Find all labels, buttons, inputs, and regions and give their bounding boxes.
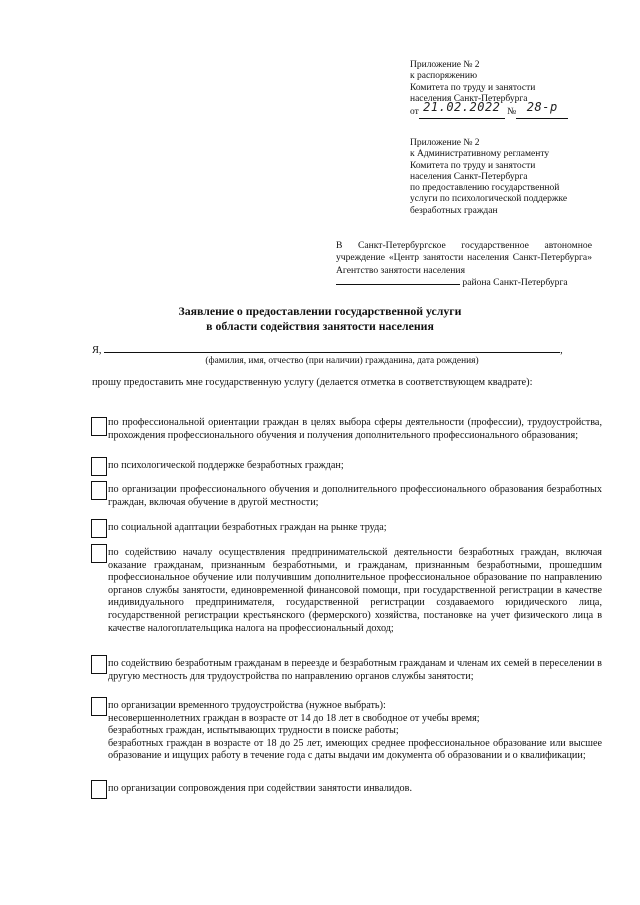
- title-line-1: Заявление о предоставлении государственной услуги: [178, 304, 462, 318]
- option-temporary-employment: [108, 700, 602, 763]
- number-field: [516, 100, 568, 119]
- option-checkbox-relocation[interactable]: [91, 655, 107, 674]
- applicant-caption: (фамилия, имя, отчество (при наличии) гражданина, дата рождения): [205, 356, 479, 366]
- addressee-text: В Санкт-Петербургское государственное автономное учреждение «Центр занятости населения Санкт-Петербурга» Агентство занятости населения: [336, 240, 592, 276]
- order-appendix-line: Комитета по труду и занятости: [410, 82, 536, 93]
- option-psychological-support: по психологической поддержке безработных граждан;: [108, 460, 344, 471]
- option-relocation: по содействию безработным гражданам в переезде и безработным гражданам и членам их семей в переселении в другую местность для трудоустройства по направлению органов службы занятости;: [108, 658, 602, 682]
- regulation-appendix-line: Приложение № 2: [410, 138, 480, 148]
- option-checkbox-vocational-training[interactable]: [91, 481, 107, 500]
- option-vocational-training: по организации профессионального обучения и дополнительного профессионального образования безработных граждан, включая обучение в другой местности;: [108, 484, 602, 508]
- addressee-block: [336, 240, 592, 289]
- number-prefix: №: [507, 107, 517, 118]
- regulation-appendix-line: населения Санкт-Петербурга: [410, 171, 528, 182]
- order-appendix-line: к распоряжению: [410, 71, 478, 82]
- option-checkbox-psychological-support[interactable]: [91, 457, 107, 476]
- handwritten-number: 28-р: [526, 100, 558, 115]
- order-appendix-line: населения Санкт-Петербурга: [410, 93, 528, 104]
- order-appendix-line: Приложение № 2: [410, 60, 480, 70]
- applicant-prefix: Я,: [92, 345, 102, 356]
- district-line: [336, 277, 592, 289]
- regulation-appendix-line: к Административному регламенту: [410, 149, 550, 160]
- order-appendix-block: [410, 60, 568, 119]
- option-checkbox-social-adaptation[interactable]: [91, 519, 107, 538]
- regulation-appendix-line: услуги по психологической поддержке: [410, 194, 568, 205]
- temp-employment-item: безработных граждан, испытывающих трудности в поиске работы;: [108, 725, 399, 737]
- option-entrepreneurship: по содействию началу осуществления предпринимательской деятельности безработных граждан, включая оказание гражданам, признанным безработными, и гражданам, признанным безработными, прошедшим профессиональное обучение или получившим дополнительное профессиональное образование по направлению органов службы занятости, единовременной финансовой помощи, при государственной регистрации в качестве индивидуального предпринимателя, государственной регистрации создаваемого юридического лица, государственной регистрации крестьянского (фермерского) хозяйства, постановке на учет физического лица в качестве налогоплательщика налога на профессиональный доход;: [108, 547, 602, 634]
- regulation-appendix-line: по предоставлению государственной: [410, 183, 560, 194]
- request-text: прошу предоставить мне государственную услугу (делается отметка в соответствующем квадрате):: [92, 377, 533, 388]
- handwritten-date: 21.02.2022: [423, 100, 501, 115]
- date-field: [419, 100, 505, 119]
- district-blank[interactable]: [336, 284, 460, 285]
- title-line-2: в области содействия занятости населения: [206, 318, 434, 333]
- option-checkbox-career-guidance[interactable]: [91, 417, 107, 436]
- applicant-name-field[interactable]: [104, 342, 560, 353]
- district-suffix: района Санкт-Петербурга: [462, 276, 568, 288]
- regulation-appendix-line: безработных граждан: [410, 205, 498, 216]
- temp-employment-title: по организации временного трудоустройства (нужное выбрать):: [108, 700, 386, 711]
- option-checkbox-entrepreneurship[interactable]: [91, 544, 107, 563]
- regulation-appendix-line: Комитета по труду и занятости: [410, 160, 536, 171]
- option-checkbox-disability-support[interactable]: [91, 780, 107, 799]
- order-date-line: [410, 100, 568, 119]
- option-checkbox-temporary-employment[interactable]: [91, 697, 107, 716]
- page-title: [0, 304, 640, 333]
- date-prefix: от: [410, 107, 419, 118]
- temp-employment-item: несовершеннолетних граждан в возрасте от 14 до 18 лет в свободное от учебы время;: [108, 712, 480, 724]
- temp-employment-item: безработных граждан в возрасте от 18 до 25 лет, имеющих среднее профессиональное образование или высшее образование и ищущих работу в течение года с даты выдачи им документа об образовании и о квалификации;: [108, 737, 602, 762]
- applicant-suffix: ,: [560, 345, 563, 356]
- regulation-appendix-block: [410, 138, 567, 217]
- option-career-guidance: по профессиональной ориентации граждан в целях выбора сферы деятельности (профессии), трудоустройства, прохождения профессионального обучения и получения дополнительного профессионального образования;: [108, 417, 602, 441]
- option-social-adaptation: по социальной адаптации безработных граждан на рынке труда;: [108, 522, 387, 533]
- option-disability-support: по организации сопровождения при содействии занятости инвалидов.: [108, 783, 412, 794]
